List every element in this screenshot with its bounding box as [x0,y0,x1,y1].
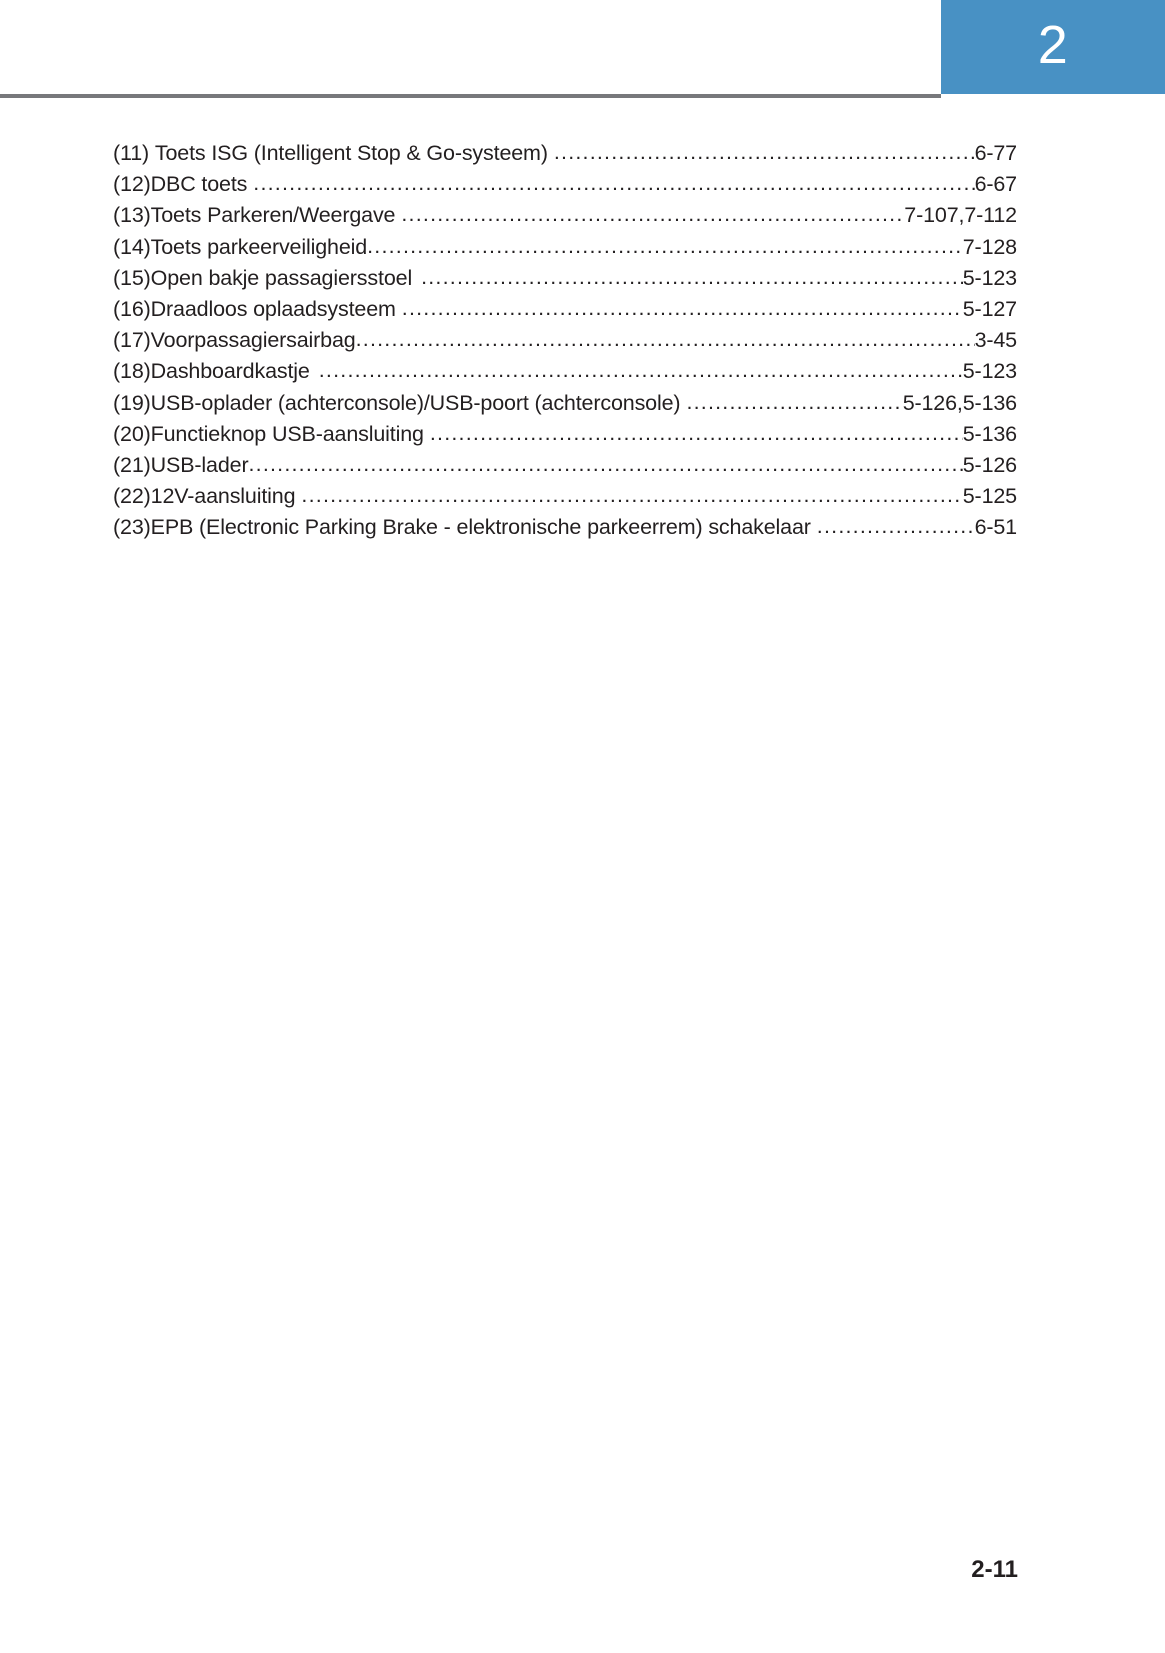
toc-entry-page: 6-77 [974,141,1017,165]
toc-entry-number: (17) [113,328,151,353]
toc-entry-label: DBC toets [150,172,248,197]
toc-entry-label: 12V-aansluiting [150,484,296,509]
toc-entry-number: (19) [113,390,151,415]
toc-entry-page: 6-67 [974,172,1017,197]
toc-entry[interactable] [113,169,1017,200]
toc-entry-number: (15) [113,265,151,290]
toc-entry-label: EPB (Electronic Parking Brake - elektronische parkeerrem) schakelaar [150,515,811,540]
toc-entry-number: (13) [113,203,151,228]
toc-dot-leader [421,262,963,293]
page-header [0,0,1165,98]
toc-entry[interactable] [113,481,1017,512]
toc-entry-page: 5-136 [962,421,1017,446]
toc-entry-number: (23) [113,515,151,540]
toc-entry-label: Toets parkeerveiligheid [150,234,368,259]
toc-entry[interactable] [113,263,1017,294]
toc-entry[interactable] [113,294,1017,325]
toc-entry-page: 7-128 [962,234,1017,259]
toc-entry-page: 5-126 [962,453,1017,478]
toc-dot-leader [401,199,904,230]
toc-entry-number: (14) [113,234,151,259]
toc-entry-label: Dashboardkastje [150,359,310,384]
toc-entry[interactable] [113,232,1017,263]
chapter-number: 2 [1037,15,1069,75]
toc-entry[interactable] [113,356,1017,387]
toc-entry-page: 5-126,5-136 [902,390,1017,415]
toc-entry-number: (22) [113,484,151,509]
toc-dot-leader [817,511,975,542]
toc-dot-leader [319,355,963,386]
toc-entry-page: 6-51 [974,515,1017,540]
toc-entry[interactable] [113,419,1017,450]
table-of-contents [113,138,1017,544]
toc-entry-number: (12) [113,172,151,197]
toc-entry-label: Draadloos oplaadsysteem [150,297,396,322]
toc-dot-leader [253,168,974,199]
chapter-tab [941,0,1165,94]
toc-entry-label: USB-lader [150,453,249,478]
toc-dot-leader [248,449,962,480]
toc-entry[interactable] [113,388,1017,419]
header-horizontal-rule [0,94,941,98]
toc-entry-number: (20) [113,421,151,446]
toc-entry-label: Open bakje passagiersstoel [150,265,413,290]
toc-entry-page: 3-45 [974,328,1017,353]
toc-entry-page: 5-123 [962,265,1017,290]
toc-dot-leader [430,418,963,449]
toc-entry-number: (11) [113,141,150,165]
toc-entry[interactable] [113,138,1017,169]
toc-entry-page: 5-127 [962,297,1017,322]
toc-entry[interactable] [113,200,1017,231]
toc-dot-leader [402,293,963,324]
toc-entry-label: Functieknop USB-aansluiting [150,421,424,446]
toc-dot-leader [356,324,975,355]
toc-dot-leader [686,387,902,418]
footer-page-number: 2-11 [971,1556,1018,1583]
toc-entry[interactable] [113,325,1017,356]
toc-entry-number: (18) [113,359,151,384]
toc-entry-label: Toets Parkeren/Weergave [150,203,396,228]
toc-entry-page: 5-123 [962,359,1017,384]
toc-entry-page: 5-125 [962,484,1017,509]
toc-entry-label: Voorpassagiersairbag [150,328,356,353]
page-footer [0,1556,1018,1584]
toc-dot-leader [554,137,975,168]
toc-entry-label: USB-oplader (achterconsole)/USB-poort (achterconsole) [150,390,681,415]
toc-entry-number: (16) [113,297,151,322]
toc-dot-leader [301,480,962,511]
toc-dot-leader [367,231,963,262]
toc-entry[interactable] [113,512,1017,543]
toc-entry-label: Toets ISG (Intelligent Stop & Go-systeem) [154,141,548,165]
toc-entry-page: 7-107,7-112 [904,203,1017,228]
toc-entry-number: (21) [113,453,151,478]
toc-entry[interactable] [113,450,1017,481]
